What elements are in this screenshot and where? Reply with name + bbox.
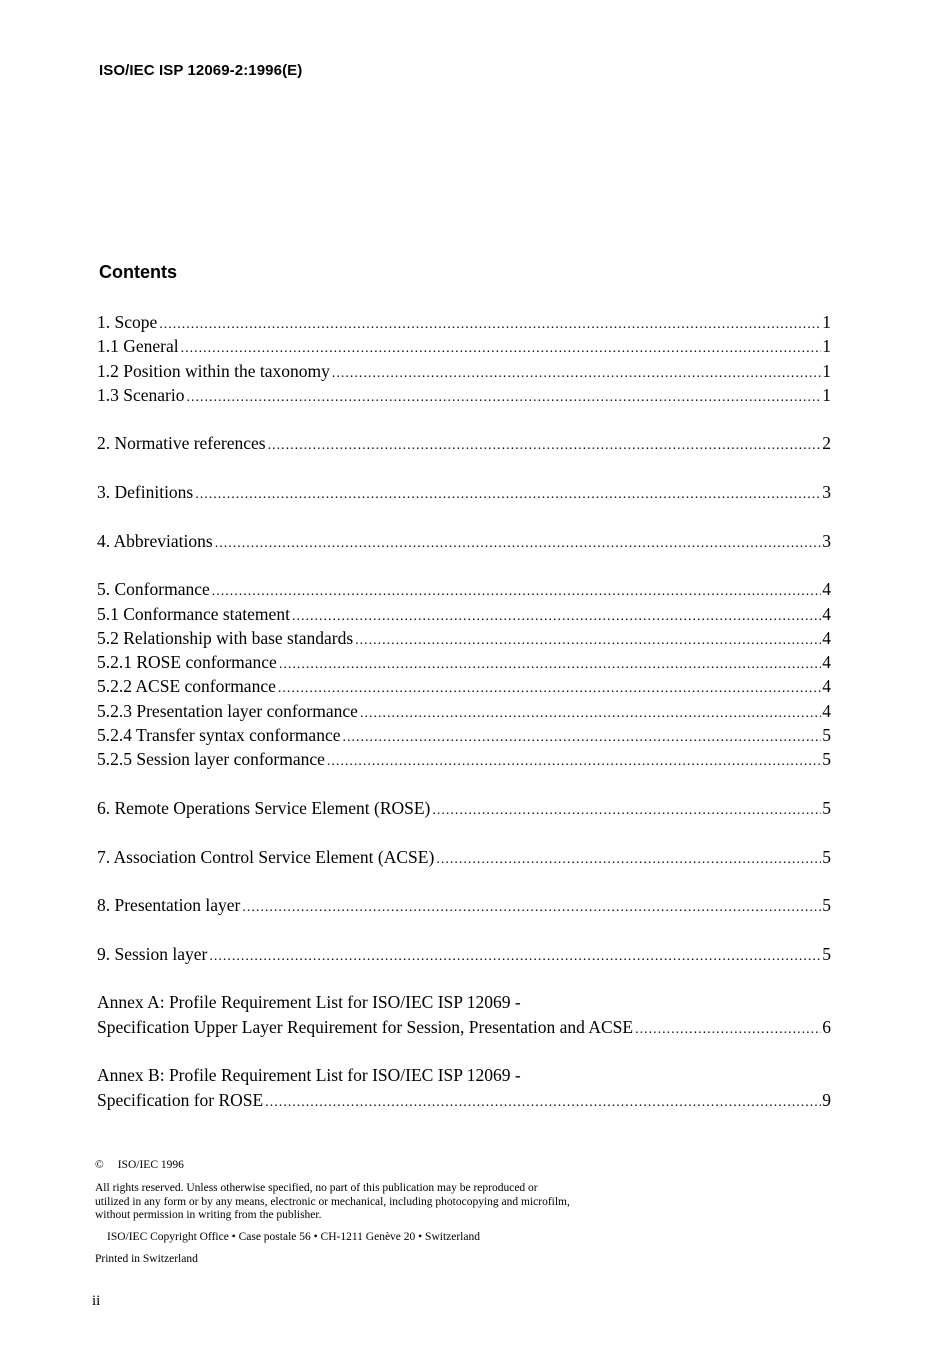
toc-entry-label: 5.2.5 Session layer conformance — [97, 747, 327, 771]
toc-dot-leader — [215, 532, 822, 556]
toc-entry[interactable] — [97, 626, 831, 650]
toc-dot-leader — [332, 362, 821, 386]
toc-entry-page: 4 — [822, 676, 831, 697]
toc-dot-leader — [292, 605, 821, 629]
toc-annex-heading: Annex A: Profile Requirement List for ISO/IEC ISP 12069 - — [97, 992, 521, 1013]
toc-dot-leader — [279, 653, 821, 677]
toc-entry-page: 3 — [822, 482, 831, 503]
toc-entry-label: 5.2.4 Transfer syntax conformance — [97, 723, 343, 747]
copyright-holder-year: ISO/IEC 1996 — [117, 1159, 184, 1171]
toc-dot-leader — [265, 1091, 821, 1115]
toc-entry-label: 2. Normative references — [97, 431, 268, 455]
toc-entry-label: 5.1 Conformance statement — [97, 602, 292, 626]
toc-entry-label: 1. Scope — [97, 310, 159, 334]
toc-entry-label: 5. Conformance — [97, 577, 212, 601]
toc-entry[interactable] — [97, 602, 831, 626]
toc-entry-page: 3 — [822, 530, 831, 551]
toc-entry-page: 1 — [822, 360, 831, 381]
toc-group — [97, 480, 831, 504]
toc-entry-label: 3. Definitions — [97, 480, 195, 504]
toc-entry-label: 6. Remote Operations Service Element (ROSE) — [97, 796, 432, 820]
toc-dot-leader — [159, 313, 821, 337]
copyright-block — [95, 1158, 655, 1266]
toc-entry-page: 5 — [822, 846, 831, 867]
toc-dot-leader — [436, 848, 821, 872]
toc-entry-page: 9 — [822, 1089, 831, 1110]
contents-heading: Contents — [99, 262, 177, 282]
toc-entry-page: 1 — [822, 384, 831, 405]
toc-dot-leader — [242, 896, 821, 920]
rights-statement — [95, 1182, 655, 1223]
page-number: ii — [92, 1293, 101, 1309]
toc-group — [97, 1063, 831, 1112]
toc-entry-label: Specification Upper Layer Requirement for Session, Presentation and ACSE — [97, 1015, 635, 1039]
rights-line-3: without permission in writing from the publisher. — [95, 1209, 322, 1221]
toc-entry-page: 5 — [822, 943, 831, 964]
toc-dot-leader — [209, 945, 821, 969]
printed-in: Printed in Switzerland — [95, 1252, 198, 1265]
toc-entry-page: 4 — [822, 627, 831, 648]
rights-line-1: All rights reserved. Unless otherwise specified, no part of this publication may be reproduced or — [95, 1182, 538, 1194]
toc-dot-leader — [343, 726, 822, 750]
table-of-contents — [97, 310, 831, 1112]
toc-annex-heading: Annex B: Profile Requirement List for ISO/IEC ISP 12069 - — [97, 1065, 521, 1086]
toc-group — [97, 796, 831, 820]
toc-group — [97, 431, 831, 455]
toc-entry-page: 2 — [822, 433, 831, 454]
toc-dot-leader — [212, 580, 822, 604]
toc-entry-page: 5 — [822, 895, 831, 916]
toc-group — [97, 845, 831, 869]
toc-dot-leader — [432, 799, 821, 823]
document-id: ISO/IEC ISP 12069-2:1996(E) — [99, 62, 303, 79]
toc-dot-leader — [268, 434, 822, 458]
toc-entry[interactable] — [97, 796, 831, 820]
toc-entry[interactable] — [97, 723, 831, 747]
toc-entry[interactable] — [97, 1015, 831, 1039]
toc-group — [97, 990, 831, 1039]
toc-entry[interactable] — [97, 334, 831, 358]
toc-entry-label: 1.3 Scenario — [97, 383, 186, 407]
toc-entry[interactable] — [97, 1088, 831, 1112]
toc-entry-page: 1 — [822, 312, 831, 332]
toc-entry[interactable] — [97, 383, 831, 407]
toc-group — [97, 577, 831, 771]
toc-entry-page: 5 — [822, 749, 831, 770]
toc-entry-label: 1.1 General — [97, 334, 181, 358]
toc-entry-label: 8. Presentation layer — [97, 893, 242, 917]
toc-entry[interactable] — [97, 480, 831, 504]
toc-entry-page: 4 — [822, 652, 831, 673]
toc-dot-leader — [355, 629, 821, 653]
toc-entry-page: 4 — [822, 700, 831, 721]
toc-entry[interactable] — [97, 310, 831, 334]
toc-entry-page: 5 — [822, 725, 831, 746]
toc-entry-label: 5.2 Relationship with base standards — [97, 626, 355, 650]
toc-entry-page: 5 — [822, 797, 831, 818]
toc-entry-label: 5.2.2 ACSE conformance — [97, 674, 278, 698]
toc-entry[interactable] — [97, 431, 831, 455]
toc-dot-leader — [635, 1018, 821, 1042]
copyright-office-address: ISO/IEC Copyright Office • Case postale 56 • CH-1211 Genève 20 • Switzerland — [107, 1230, 480, 1243]
toc-entry-page: 1 — [822, 336, 831, 357]
toc-entry[interactable] — [97, 529, 831, 553]
toc-entry-label: 7. Association Control Service Element (ACSE) — [97, 845, 436, 869]
toc-dot-leader — [195, 483, 821, 507]
toc-entry[interactable] — [97, 359, 831, 383]
toc-group — [97, 942, 831, 966]
toc-entry[interactable] — [97, 942, 831, 966]
toc-entry[interactable] — [97, 577, 831, 601]
toc-entry[interactable] — [97, 747, 831, 771]
toc-entry-label: 4. Abbreviations — [97, 529, 215, 553]
toc-group — [97, 893, 831, 917]
toc-dot-leader — [360, 702, 821, 726]
toc-entry-label: 5.2.3 Presentation layer conformance — [97, 699, 360, 723]
toc-entry-label: 5.2.1 ROSE conformance — [97, 650, 279, 674]
toc-group — [97, 529, 831, 553]
rights-line-2: utilized in any form or by any means, electronic or mechanical, including photocopying and microfilm, — [95, 1195, 570, 1208]
toc-entry-label: Specification for ROSE — [97, 1088, 265, 1112]
toc-entry[interactable] — [97, 845, 831, 869]
toc-entry-label: 1.2 Position within the taxonomy — [97, 359, 332, 383]
toc-dot-leader — [186, 386, 821, 410]
toc-entry-page: 4 — [822, 603, 831, 624]
toc-entry[interactable] — [97, 893, 831, 917]
copyright-symbol: © — [95, 1159, 104, 1171]
toc-entry-page: 6 — [822, 1016, 831, 1037]
toc-entry[interactable] — [97, 674, 831, 698]
toc-entry[interactable] — [97, 699, 831, 723]
toc-entry[interactable] — [97, 650, 831, 674]
toc-entry-page: 4 — [822, 579, 831, 600]
toc-entry-label: 9. Session layer — [97, 942, 209, 966]
copyright-notice — [95, 1158, 655, 1172]
toc-group — [97, 310, 831, 407]
toc-dot-leader — [327, 750, 821, 774]
